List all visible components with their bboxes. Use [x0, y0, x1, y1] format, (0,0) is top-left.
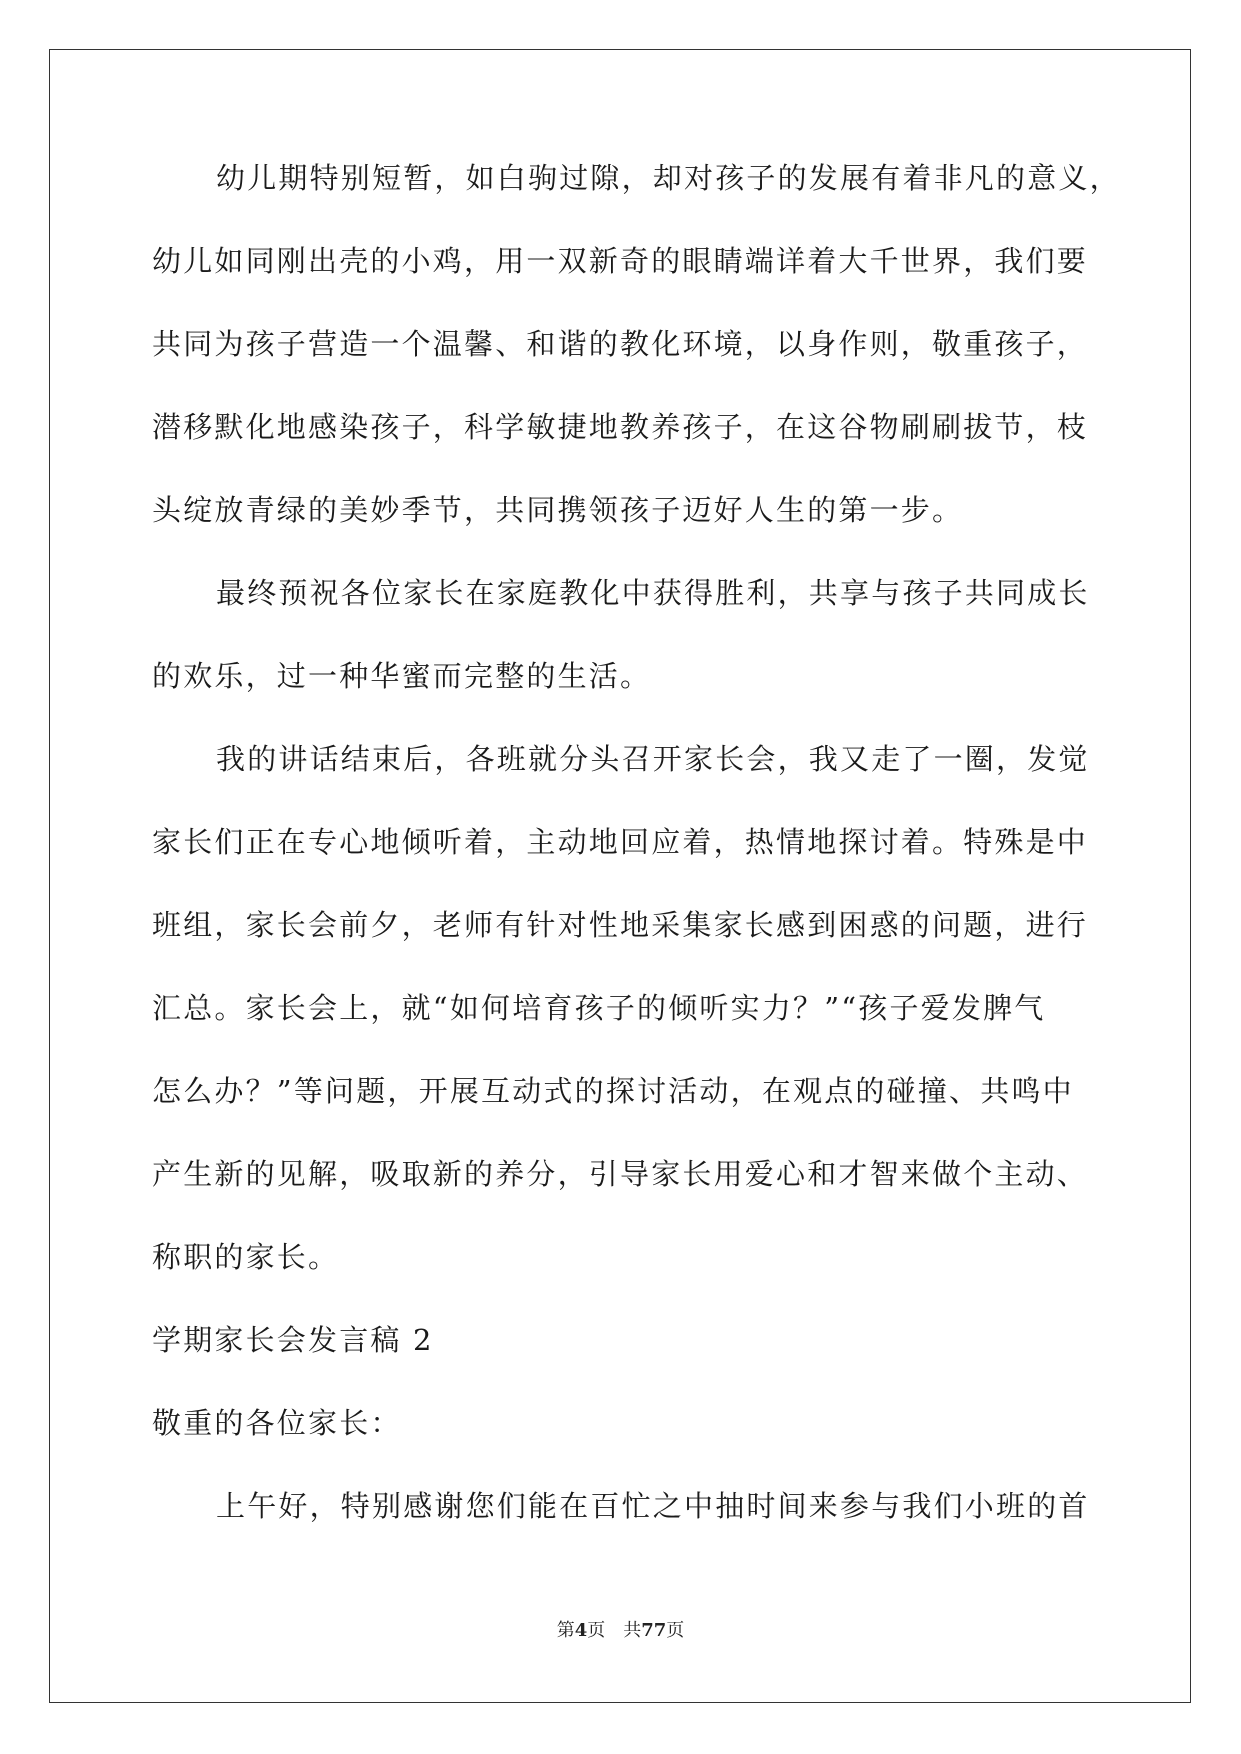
salutation: 敬重的各位家长： — [152, 1406, 402, 1440]
text-line: 班组，家长会前夕，老师有针对性地采集家长感到困惑的问题，进行 — [152, 908, 1089, 942]
paragraph-1 — [152, 158, 1121, 532]
text-line: 产生新的见解，吸取新的养分，引导家长用爱心和才智来做个主动、 — [152, 1157, 1089, 1191]
total-pages: 77 — [641, 1620, 667, 1641]
text-line: 汇总。家长会上，就“如何培育孩子的倾听实力？”“孩子爱发脾气 — [152, 991, 1046, 1025]
text-line: 上午好，特别感谢您们能在百忙之中抽时间来参与我们小班的首 — [216, 1489, 1090, 1523]
page-number: 4 — [574, 1620, 588, 1641]
text-line: 怎么办？”等问题，开展互动式的探讨活动，在观点的碰撞、共鸣中 — [152, 1074, 1074, 1108]
footer-mid: 页 共 — [587, 1620, 642, 1641]
text-line: 共同为孩子营造一个温馨、和谐的教化环境，以身作则，敬重孩子， — [152, 327, 1089, 361]
text-line: 我的讲话结束后，各班就分头召开家长会，我又走了一圈，发觉 — [216, 742, 1090, 776]
paragraph-3 — [152, 739, 1092, 1279]
text-line: 幼儿如同刚出壳的小鸡，用一双新奇的眼睛端详着大千世界，我们要 — [152, 244, 1089, 278]
page-footer — [0, 1616, 1241, 1642]
text-line: 最终预祝各位家长在家庭教化中获得胜利，共享与孩子共同成长 — [216, 576, 1090, 610]
text-line: 家长们正在专心地倾听着，主动地回应着，热情地探讨着。特殊是中 — [152, 825, 1089, 859]
text-line: 头绽放青绿的美妙季节，共同携领孩子迈好人生的第一步。 — [152, 493, 964, 527]
text-line: 潜移默化地感染孩子，科学敏捷地教养孩子，在这谷物刷刷拔节，枝 — [152, 410, 1089, 444]
text-line: 幼儿期特别短暂，如白驹过隙，却对孩子的发展有着非凡的意义， — [216, 161, 1121, 195]
text-line: 称职的家长。 — [152, 1240, 340, 1274]
footer-suffix: 页 — [666, 1620, 685, 1641]
document-body — [152, 158, 1121, 1569]
paragraph-2 — [152, 573, 1092, 698]
footer-prefix: 第 — [556, 1620, 575, 1641]
section-title: 学期家长会发言稿 2 — [152, 1323, 434, 1357]
paragraph-4 — [152, 1486, 1092, 1528]
text-line: 的欢乐，过一种华蜜而完整的生活。 — [152, 659, 652, 693]
